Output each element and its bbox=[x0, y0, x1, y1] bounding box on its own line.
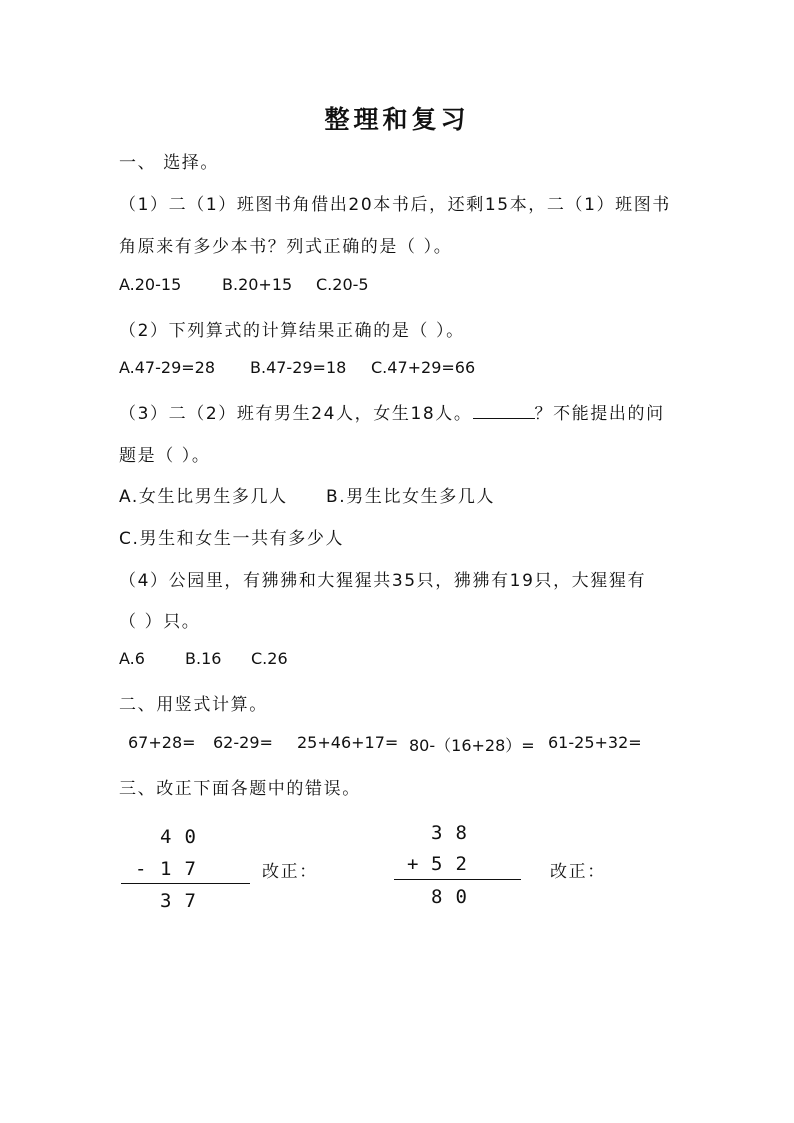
question-3-line-2: 题是（ ）。 bbox=[119, 446, 211, 466]
question-4-option-b: B.16 bbox=[185, 649, 222, 668]
question-1-option-a: A.20-15 bbox=[119, 275, 182, 294]
problem-1-correction-label: 改正： bbox=[262, 862, 318, 882]
question-3-option-a: A.女生比男生多几人 bbox=[119, 487, 288, 507]
problem-1-operator: - bbox=[135, 858, 160, 880]
expression-5: 61-25+32= bbox=[548, 733, 642, 752]
problem-2-sum-line bbox=[394, 879, 521, 880]
question-4-option-c: C.26 bbox=[251, 649, 288, 668]
question-3-text-a: （3）二（2）班有男生24人，女生18人。 bbox=[119, 404, 473, 424]
problem-1-second-number: 17 bbox=[160, 858, 209, 880]
question-4-line-2: （ ）只。 bbox=[119, 612, 201, 632]
problem-2-second-number: 52 bbox=[431, 853, 480, 875]
problem-2-correction-label: 改正： bbox=[550, 862, 606, 882]
expression-1: 67+28= bbox=[128, 733, 196, 752]
problem-1-top-number: 40 bbox=[160, 826, 209, 848]
problem-1-sum-line bbox=[121, 883, 250, 884]
section-2-heading: 二、用竖式计算。 bbox=[119, 695, 268, 715]
problem-1-result: 37 bbox=[160, 890, 209, 912]
question-1-line-1: （1）二（1）班图书角借出20本书后，还剩15本，二（1）班图书 bbox=[119, 195, 671, 215]
question-4-line-1: （4）公园里，有狒狒和大猩猩共35只，狒狒有19只，大猩猩有 bbox=[119, 571, 647, 591]
problem-2-result: 80 bbox=[431, 886, 480, 908]
section-3-heading: 三、改正下面各题中的错误。 bbox=[119, 779, 361, 799]
question-3-blank bbox=[473, 400, 535, 419]
question-3-option-b: B.男生比女生多几人 bbox=[326, 487, 496, 507]
expression-3: 25+46+17= bbox=[297, 733, 399, 752]
problem-2-top-number: 38 bbox=[431, 822, 480, 844]
section-1-heading: 一、 选择。 bbox=[119, 153, 220, 173]
question-3-text-b: ？不能提出的问 bbox=[534, 404, 665, 424]
question-4-option-a: A.6 bbox=[119, 649, 145, 668]
problem-2-operator: + bbox=[407, 853, 432, 875]
question-2-line-1: （2）下列算式的计算结果正确的是（ ）。 bbox=[119, 321, 465, 341]
question-1-line-2: 角原来有多少本书？列式正确的是（ ）。 bbox=[119, 237, 453, 257]
question-1-option-c: C.20-5 bbox=[316, 275, 369, 294]
question-2-option-a: A.47-29=28 bbox=[119, 358, 216, 377]
question-1-option-b: B.20+15 bbox=[222, 275, 293, 294]
question-2-option-b: B.47-29=18 bbox=[250, 358, 347, 377]
expression-4: 80-（16+28）= bbox=[409, 736, 535, 755]
expression-2: 62-29= bbox=[213, 733, 273, 752]
question-2-option-c: C.47+29=66 bbox=[371, 358, 476, 377]
question-3-option-c: C.男生和女生一共有多少人 bbox=[119, 529, 345, 549]
page-title: 整理和复习 bbox=[324, 105, 470, 134]
question-3-line-1 bbox=[119, 399, 665, 424]
